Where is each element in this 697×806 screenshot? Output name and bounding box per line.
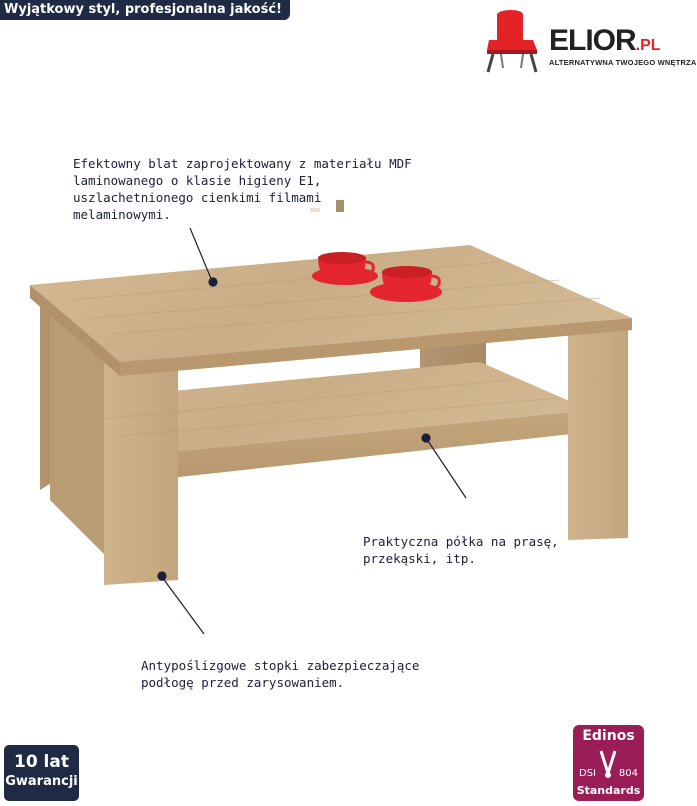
edinos-number: 804 bbox=[618, 768, 638, 779]
front-left-leg bbox=[104, 358, 178, 585]
front-right-leg bbox=[568, 320, 628, 540]
edinos-standards: Standards bbox=[576, 784, 641, 797]
pointer-shelf-dot bbox=[422, 434, 430, 442]
note-tabletop: Efektowny blat zaprojektowany z materiału MDF laminowanego o klasie higieny E1, uszlachetnionego cienkimi filmami melaminowymi. bbox=[73, 156, 412, 222]
warranty-years: 10 lat bbox=[13, 752, 69, 772]
edinos-title: Edinos bbox=[582, 728, 635, 744]
edinos-badge bbox=[573, 725, 644, 801]
warranty-badge bbox=[4, 745, 79, 801]
logo-wordmark: ELIOR.PL bbox=[549, 24, 661, 57]
pointer-top-dot bbox=[209, 278, 217, 286]
pointer-feet-line bbox=[162, 577, 204, 634]
note-feet: Antypoślizgowe stopki zabezpieczające podłogę przed zarysowaniem. bbox=[141, 658, 420, 690]
warranty-label: Gwarancji bbox=[5, 774, 78, 789]
edinos-dsi: DSI bbox=[579, 768, 596, 779]
note-shelf: Praktyczna półka na prasę, przekąski, itp. bbox=[363, 534, 559, 566]
pointer-feet-dot bbox=[158, 572, 166, 580]
tagline-text: Wyjątkowy styl, profesjonalna jakość! bbox=[4, 2, 282, 17]
logo-slogan: ALTERNATYWNA TWOJEGO WNĘTRZA bbox=[549, 58, 697, 67]
